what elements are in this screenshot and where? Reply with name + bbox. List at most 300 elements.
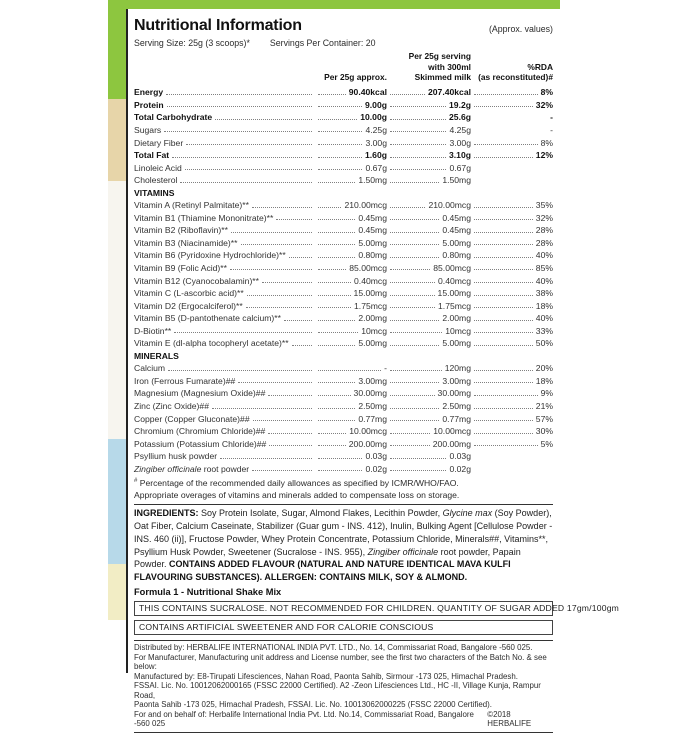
value-per-25g xyxy=(315,451,387,461)
value: 5% xyxy=(540,438,553,449)
row-label: Calcium xyxy=(134,363,166,374)
value: 0.45mg xyxy=(358,225,387,236)
value-per-25g xyxy=(315,338,387,348)
dot-leader xyxy=(168,370,312,371)
column-header-per-25g: Per 25g approx. xyxy=(324,72,387,83)
value-with-milk xyxy=(387,401,471,411)
dot-leader xyxy=(390,144,446,145)
servings-per-container: Servings Per Container: 20 xyxy=(269,38,376,48)
ingredients-paragraph xyxy=(134,507,553,584)
table-row xyxy=(134,411,553,424)
value: 15.00mg xyxy=(437,288,471,299)
value-per-25g xyxy=(315,100,387,110)
row-label: Vitamin C (L-ascorbic acid)** xyxy=(134,288,244,299)
approx-values-note: (Approx. values) xyxy=(488,24,553,34)
side-strip-band xyxy=(108,620,126,680)
row-label: Iron (Ferrous Fumarate)## xyxy=(134,375,236,386)
dot-leader xyxy=(252,207,312,208)
value: - xyxy=(550,124,553,135)
value-per-25g xyxy=(315,225,387,235)
value-with-milk xyxy=(387,150,471,160)
value: 3.00mg xyxy=(442,375,471,386)
dot-leader xyxy=(318,395,351,396)
value-rda xyxy=(471,439,553,449)
value-per-25g xyxy=(315,439,387,449)
value: 18% xyxy=(535,300,553,311)
value: 9.00g xyxy=(365,99,387,110)
value-per-25g xyxy=(315,326,387,336)
table-row xyxy=(134,235,553,248)
value: 28% xyxy=(535,225,553,236)
value: 120mg xyxy=(444,363,471,374)
value: - xyxy=(550,112,553,123)
dot-leader xyxy=(474,282,533,283)
title-row xyxy=(134,17,553,35)
table-row xyxy=(134,398,553,411)
table-row xyxy=(134,248,553,261)
value: 0.80mg xyxy=(442,250,471,261)
value: 1.50mg xyxy=(358,175,387,186)
value-per-25g xyxy=(315,163,387,173)
dot-leader xyxy=(318,345,355,346)
row-label: Magnesium (Magnesium Oxide)## xyxy=(134,388,266,399)
value: 10mcg xyxy=(445,325,471,336)
value-with-milk xyxy=(387,200,471,210)
value: 2.00mg xyxy=(442,313,471,324)
value-rda xyxy=(471,238,553,248)
dot-leader xyxy=(292,345,312,346)
dot-leader xyxy=(390,257,439,258)
value: 0.45mg xyxy=(442,225,471,236)
value: 32% xyxy=(535,99,553,110)
value: 1.50mg xyxy=(442,175,471,186)
value: 2.00mg xyxy=(358,313,387,324)
value: 85.00mcg xyxy=(349,262,387,273)
table-row xyxy=(134,273,553,286)
dot-leader xyxy=(318,382,355,383)
footer-line: For Manufacturer, Manufacturing unit address and License number, see the first two characters of the Batch No. & see below: xyxy=(134,652,547,672)
manufacturer-footer xyxy=(134,640,553,733)
value-per-25g xyxy=(315,388,387,398)
value: 0.03g xyxy=(449,451,471,462)
value: 0.40mcg xyxy=(438,275,471,286)
footnotes xyxy=(134,475,553,501)
row-label: Zinc (Zinc Oxide)## xyxy=(134,401,209,411)
value: 1.60g xyxy=(365,150,387,161)
value-with-milk xyxy=(387,238,471,248)
dot-leader xyxy=(268,395,312,396)
dot-leader xyxy=(318,232,355,233)
dot-leader xyxy=(390,320,439,321)
ingredients-italic-run: Glycine max xyxy=(442,508,493,519)
dot-leader xyxy=(318,106,362,107)
value: 200.00mg xyxy=(348,438,387,449)
nutrition-label xyxy=(108,0,620,729)
value-per-25g xyxy=(315,250,387,260)
dot-leader xyxy=(318,257,355,258)
value: 2.50mg xyxy=(358,401,387,411)
row-label: Dietary Fiber xyxy=(134,137,184,148)
dot-leader xyxy=(185,169,312,170)
dot-leader xyxy=(474,433,533,434)
table-row xyxy=(134,298,553,311)
value: 3.00g xyxy=(365,137,387,148)
value-per-25g xyxy=(315,125,387,135)
value-rda xyxy=(471,263,553,273)
dot-leader xyxy=(318,207,341,208)
side-strip-band xyxy=(108,439,126,564)
table-row xyxy=(134,210,553,223)
dot-leader xyxy=(390,282,435,283)
value: 25.6g xyxy=(449,112,471,123)
value-with-milk xyxy=(387,326,471,336)
serving-info xyxy=(134,38,553,48)
value-rda xyxy=(471,125,553,135)
row-label: Linoleic Acid xyxy=(134,162,182,173)
value-with-milk xyxy=(387,163,471,173)
value-per-25g xyxy=(315,301,387,311)
value-per-25g xyxy=(315,426,387,436)
table-row xyxy=(134,173,553,186)
dot-leader xyxy=(318,131,362,132)
value: 30.00mg xyxy=(353,388,387,399)
value: 8% xyxy=(540,137,553,148)
row-label: Total Fat xyxy=(134,150,170,161)
value-per-25g xyxy=(315,200,387,210)
dot-leader xyxy=(474,320,533,321)
section-header: VITAMINS xyxy=(134,187,175,198)
dot-leader xyxy=(474,420,533,421)
dot-leader xyxy=(390,169,446,170)
value-with-milk xyxy=(387,388,471,398)
dot-leader xyxy=(318,269,346,270)
dot-leader xyxy=(474,332,533,333)
value: 30.00mg xyxy=(437,388,471,399)
row-label: Protein xyxy=(134,99,164,110)
value-per-25g xyxy=(315,112,387,122)
column-header-with-milk: Per 25g serving with 300ml Skimmed milk xyxy=(408,51,471,83)
value: 0.40mcg xyxy=(354,275,387,286)
value-rda xyxy=(471,301,553,311)
value: 5.00mg xyxy=(358,237,387,248)
dot-leader xyxy=(186,144,312,145)
value-rda xyxy=(471,401,553,411)
value-rda xyxy=(471,100,553,110)
value: 2.50mg xyxy=(442,401,471,411)
dot-leader xyxy=(318,420,355,421)
table-row xyxy=(134,85,553,98)
dot-leader xyxy=(390,219,439,220)
dot-leader xyxy=(269,445,312,446)
dot-leader xyxy=(230,269,312,270)
dot-leader xyxy=(166,94,312,95)
value: 5.00mg xyxy=(358,338,387,349)
column-header-rda: %RDA (as reconstituted)# xyxy=(478,61,553,83)
value-with-milk xyxy=(387,301,471,311)
dot-leader xyxy=(174,332,312,333)
dot-leader xyxy=(474,106,533,107)
dot-leader xyxy=(390,269,430,270)
dot-leader xyxy=(215,119,312,120)
table-row xyxy=(134,135,553,148)
dot-leader xyxy=(474,207,533,208)
dot-leader xyxy=(390,295,435,296)
ingredients-bold-run: CONTAINS ADDED FLAVOUR (NATURAL AND NATURE IDENTICAL MAVA KULFI FLAVOURING SUBSTANCES). ALLERGEN: CONTAINS MILK, SOY & ALMOND. xyxy=(134,559,511,583)
value-with-milk xyxy=(387,464,471,474)
table-row xyxy=(134,160,553,173)
dot-leader xyxy=(164,131,312,132)
value-rda xyxy=(471,213,553,223)
dot-leader xyxy=(474,94,538,95)
value: 8% xyxy=(540,87,553,98)
dot-leader xyxy=(318,144,362,145)
row-label: Chromium (Chromium Chloride)## xyxy=(134,426,266,437)
dot-leader xyxy=(390,433,430,434)
value: 57% xyxy=(535,413,553,424)
value-per-25g xyxy=(315,238,387,248)
dot-leader xyxy=(289,257,312,258)
value-with-milk xyxy=(387,338,471,348)
value-rda xyxy=(471,250,553,260)
value: 0.80mg xyxy=(358,250,387,261)
row-label: Vitamin B9 (Folic Acid)** xyxy=(134,262,227,273)
value-with-milk xyxy=(387,112,471,122)
row-label-italic: Zingiber officinale xyxy=(134,463,202,474)
dot-leader xyxy=(318,320,355,321)
value: 210.00mcg xyxy=(428,200,471,211)
value: 4.25g xyxy=(449,124,471,135)
dot-leader xyxy=(390,94,425,95)
table-row xyxy=(134,148,553,161)
value: 3.00g xyxy=(449,137,471,148)
row-label: Zingiber officinale root powder xyxy=(134,463,250,474)
value: 85% xyxy=(535,262,553,273)
dot-leader xyxy=(390,182,439,183)
value-per-25g xyxy=(315,414,387,424)
dot-leader xyxy=(318,244,355,245)
value: 19.2g xyxy=(449,99,471,110)
row-label: Vitamin E (dl-alpha tocopheryl acetate)** xyxy=(134,338,289,349)
ingredients-bold-run: INGREDIENTS: xyxy=(134,508,202,519)
value-with-milk xyxy=(387,175,471,185)
value-per-25g xyxy=(315,213,387,223)
footer-line: For and on behalf of: Herbalife International India Pvt. Ltd. No.14, Commissariat Road, Bangalore -560 025 xyxy=(134,709,474,729)
value: 10.00g xyxy=(360,112,387,123)
label-top-green-bar xyxy=(108,0,560,9)
dot-leader xyxy=(318,157,362,158)
value: 0.67g xyxy=(365,162,387,173)
value: 12% xyxy=(535,150,553,161)
dot-leader xyxy=(474,382,533,383)
value: 210.00mcg xyxy=(344,200,387,211)
dot-leader xyxy=(474,445,538,446)
dot-leader xyxy=(474,408,533,409)
dot-leader xyxy=(247,295,312,296)
row-label: Vitamin B1 (Thiamine Mononitrate)** xyxy=(134,212,274,223)
value-rda xyxy=(471,414,553,424)
value: 1.75mcg xyxy=(354,300,387,311)
row-label: Vitamin B6 (Pyridoxine Hydrochloride)** xyxy=(134,250,286,261)
row-label: Cholesterol xyxy=(134,175,178,186)
value-rda xyxy=(471,138,553,148)
table-row xyxy=(134,461,553,474)
value: 18% xyxy=(535,375,553,386)
dot-leader xyxy=(318,307,351,308)
dot-leader xyxy=(252,470,312,471)
value-with-milk xyxy=(387,225,471,235)
value-per-25g xyxy=(315,87,387,97)
section-header: MINERALS xyxy=(134,350,179,361)
value-per-25g xyxy=(315,276,387,286)
value-per-25g xyxy=(315,175,387,185)
dot-leader xyxy=(172,157,312,158)
dot-leader xyxy=(390,370,442,371)
dot-leader xyxy=(474,295,533,296)
value-with-milk xyxy=(387,100,471,110)
value: 3.10g xyxy=(449,150,471,161)
row-label: Vitamin B3 (Niacinamide)** xyxy=(134,237,238,248)
value: 10mcg xyxy=(361,325,387,336)
row-label: Energy xyxy=(134,87,164,98)
dot-leader xyxy=(390,332,442,333)
row-label: Psyllium husk powder xyxy=(134,451,218,462)
row-label: Vitamin D2 (Ergocalciferol)** xyxy=(134,300,243,311)
value: 35% xyxy=(535,200,553,211)
dot-leader xyxy=(390,382,439,383)
dot-leader xyxy=(390,345,439,346)
dot-leader xyxy=(231,232,312,233)
value: 40% xyxy=(535,250,553,261)
dot-leader xyxy=(318,282,351,283)
value-per-25g xyxy=(315,401,387,411)
warning-box-sucralose: THIS CONTAINS SUCRALOSE. NOT RECOMMENDED FOR CHILDREN. QUANTITY OF SUGAR ADDED 17gm/100gm xyxy=(134,601,553,616)
dot-leader xyxy=(474,307,533,308)
table-row xyxy=(134,122,553,135)
dot-leader xyxy=(390,131,446,132)
dot-leader xyxy=(474,345,533,346)
value: 5.00mg xyxy=(442,237,471,248)
value-with-milk xyxy=(387,439,471,449)
table-row xyxy=(134,110,553,123)
value-with-milk xyxy=(387,451,471,461)
value: 32% xyxy=(535,212,553,223)
ingredients-run: (Soy Powder), Oat Fiber, Calcium Caseinate, Stabilizer (Guar gum - INS. 412), Inulin, Bulking Agent [Cellulose Powder - INS. 460 (ii)], Fructose Powder, Whey Protein Concentrate, Potassium Chloride, Minerals##, Vitamins**, Psyllium Husk Powder, Sweetener (Sucralose - INS. 955), xyxy=(134,508,553,557)
side-strip-band xyxy=(108,564,126,620)
dot-leader xyxy=(241,244,313,245)
dot-leader xyxy=(390,232,439,233)
footer-line: FSSAI. Lic. No. 10012062000165 (FSSC 22000 Certified). A2 -Zeon Lifesciences Ltd., HC -II, Village Kunja, Rampur Road, xyxy=(134,681,541,700)
value: 0.45mg xyxy=(442,212,471,223)
row-label: D-Biotin** xyxy=(134,325,172,336)
value-rda xyxy=(471,225,553,235)
table-row xyxy=(134,311,553,324)
value-rda xyxy=(471,112,553,122)
dot-leader xyxy=(284,320,312,321)
warning-box-sweetener: CONTAINS ARTIFICIAL SWEETENER AND FOR CALORIE CONSCIOUS xyxy=(134,620,553,635)
dot-leader xyxy=(262,282,312,283)
value: 90.40kcal xyxy=(348,87,387,98)
value: 28% xyxy=(535,237,553,248)
side-strip-band xyxy=(108,181,126,439)
row-label: Vitamin B5 (D-pantothenate calcium)** xyxy=(134,313,281,324)
side-strip-band xyxy=(108,9,126,99)
table-column-headers xyxy=(134,51,553,83)
dot-leader xyxy=(390,395,435,396)
ingredients-run: root powder, Papain Powder. xyxy=(134,546,521,570)
dot-leader xyxy=(390,420,439,421)
table-row xyxy=(134,286,553,299)
dot-leader xyxy=(318,433,346,434)
dot-leader xyxy=(474,269,533,270)
value: 0.02g xyxy=(365,463,387,474)
value: 200.00mg xyxy=(432,438,471,449)
value-rda xyxy=(471,87,553,97)
value: 0.02g xyxy=(449,463,471,474)
value-per-25g xyxy=(315,288,387,298)
dot-leader xyxy=(390,119,446,120)
dot-leader xyxy=(390,307,435,308)
value-per-25g xyxy=(315,363,387,373)
value-with-milk xyxy=(387,363,471,373)
value-with-milk xyxy=(387,414,471,424)
dot-leader xyxy=(390,445,430,446)
dot-leader xyxy=(390,207,425,208)
dot-leader xyxy=(318,445,346,446)
dot-leader xyxy=(238,382,312,383)
dot-leader xyxy=(474,395,538,396)
value: 40% xyxy=(535,313,553,324)
value-with-milk xyxy=(387,276,471,286)
dot-leader xyxy=(390,157,446,158)
ingredients-run: Soy Protein Isolate, Sugar, Almond Flakes, Lecithin Powder, xyxy=(201,508,443,519)
value-rda xyxy=(471,276,553,286)
value-with-milk xyxy=(387,87,471,97)
value-rda xyxy=(471,288,553,298)
value-per-25g xyxy=(315,376,387,386)
dot-leader xyxy=(318,458,362,459)
value-per-25g xyxy=(315,313,387,323)
dot-leader xyxy=(390,408,439,409)
value-rda xyxy=(471,388,553,398)
dot-leader xyxy=(390,470,446,471)
value: 50% xyxy=(535,338,553,349)
footer-last-row xyxy=(134,710,553,729)
table-row xyxy=(134,198,553,211)
value-with-milk xyxy=(387,376,471,386)
dot-leader xyxy=(167,106,312,107)
table-row xyxy=(134,97,553,110)
value: 40% xyxy=(535,275,553,286)
dot-leader xyxy=(318,94,346,95)
dot-leader xyxy=(390,106,446,107)
dot-leader xyxy=(474,232,533,233)
value: 15.00mg xyxy=(353,288,387,299)
dot-leader xyxy=(212,408,312,409)
value: 0.77mg xyxy=(358,413,387,424)
value-with-milk xyxy=(387,313,471,323)
value-rda xyxy=(471,313,553,323)
value-rda xyxy=(471,338,553,348)
dot-leader xyxy=(318,219,355,220)
row-label: Potassium (Potassium Chloride)## xyxy=(134,438,267,449)
value: 1.75mcg xyxy=(438,300,471,311)
dot-leader xyxy=(474,257,533,258)
value-with-milk xyxy=(387,125,471,135)
label-panel xyxy=(128,9,620,729)
side-strip-band xyxy=(108,99,126,181)
dot-leader xyxy=(180,182,312,183)
dot-leader xyxy=(474,144,538,145)
